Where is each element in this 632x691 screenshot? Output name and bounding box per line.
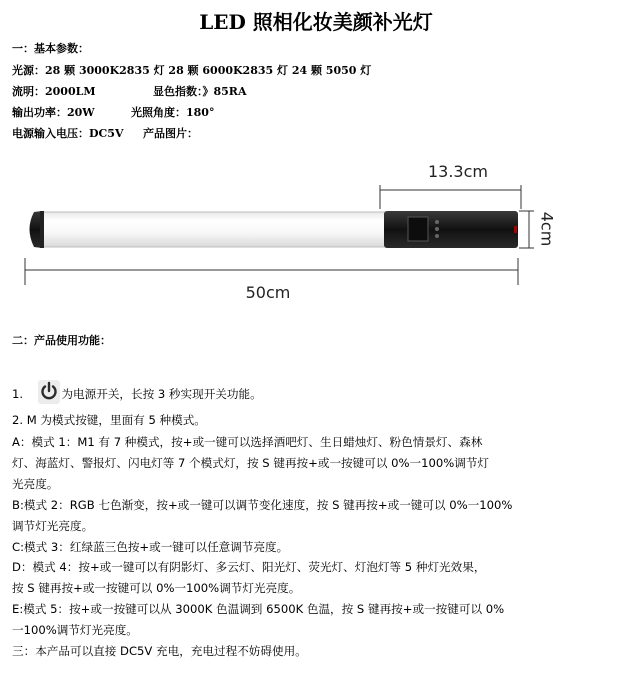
item-text: 为电源开关，长按 3 秒实现开关功能。 [61,387,262,401]
mode-line: 光亮度。 [12,477,59,491]
power-icon [38,380,60,404]
button-dot [435,220,439,224]
spec-label: 电源输入电压： [12,127,89,140]
spec-value: 》85RA [202,85,247,98]
light-tube [40,212,385,247]
product-figure [0,150,632,310]
mode-d [12,557,612,599]
spec-power [12,104,214,120]
mode-line: 调节灯光亮度。 [12,519,94,533]
charge-port [514,226,517,233]
section3-text: 三：本产品可以直接 DC5V 充电，充电过程不妨碍使用。 [12,644,307,658]
mode-line: 按 S 键再按+或一按键可以 0%一100%调节灯光亮度。 [12,581,301,595]
mode-line: B:模式 2：RGB 七色渐变，按+或一键可以调节变化速度，按 S 键再按+或一键可以 0%一100% [12,498,513,512]
end-cap-ring [40,211,44,248]
section2-heading: 二：产品使用功能： [12,334,111,347]
spec-voltage [12,125,198,141]
item-text: 2. M 为模式按键，里面有 5 种模式。 [12,413,206,427]
total-length-label: 50cm [245,283,291,302]
mode-line: 灯、海蓝灯、警报灯、闪电灯等 7 个模式灯，按 S 键再按+或一按键可以 0%一100%调节灯 [12,456,490,470]
page-title: LED 照相化妆美颜补光灯 [199,10,433,34]
spec-label: 显色指数： [153,85,203,98]
spec-value: 2000LM [45,85,96,98]
spec-value: 20W [67,106,95,119]
mode-c [12,537,612,558]
spec-label: 流明： [12,85,45,98]
spec-label: 光照角度： [131,106,186,119]
mode-line: D：模式 4：按+或一键可以有阴影灯、多云灯、阳光灯、荧光灯、灯泡灯等 5 种灯光效果， [12,560,486,574]
spec-label: 光源： [12,64,45,77]
handle-length-label: 13.3cm [427,162,489,181]
handle [384,211,518,248]
spec-value: DC5V [89,127,124,140]
section3-note [12,641,612,662]
mode-line: A：模式 1：M1 有 7 种模式，按+或一键可以选择酒吧灯、生日蜡烛灯、粉色情景灯、森林 [12,435,483,449]
width-label: 4cm [537,211,557,247]
spec-lumen [12,83,246,99]
spec-value: 180° [186,106,215,119]
mode-a [12,432,612,495]
display-screen [408,217,428,241]
mode-e [12,599,612,641]
button-dot [435,227,439,231]
spec-label: 输出功率： [12,106,67,119]
mode-line: E:模式 5：按+或一按键可以从 3000K 色温调到 6500K 色温，按 S 键再按+或一按键可以 0% [12,602,505,616]
button-dot [435,234,439,238]
spec-value: 28 颗 3000K2835 灯 28 颗 6000K2835 灯 24 颗 5050 灯 [45,64,372,77]
mode-line: 一100%调节灯光亮度。 [12,623,138,637]
spec-label: 产品图片： [143,127,198,140]
section1-heading: 一：基本参数： [12,42,89,55]
item-mode-button [12,410,612,431]
spec-light-source [12,62,371,78]
mode-b [12,495,612,537]
item-number: 1. [12,387,24,401]
mode-line: C:模式 3：红绿蓝三色按+或一键可以任意调节亮度。 [12,540,289,554]
item-power-switch [12,380,612,405]
